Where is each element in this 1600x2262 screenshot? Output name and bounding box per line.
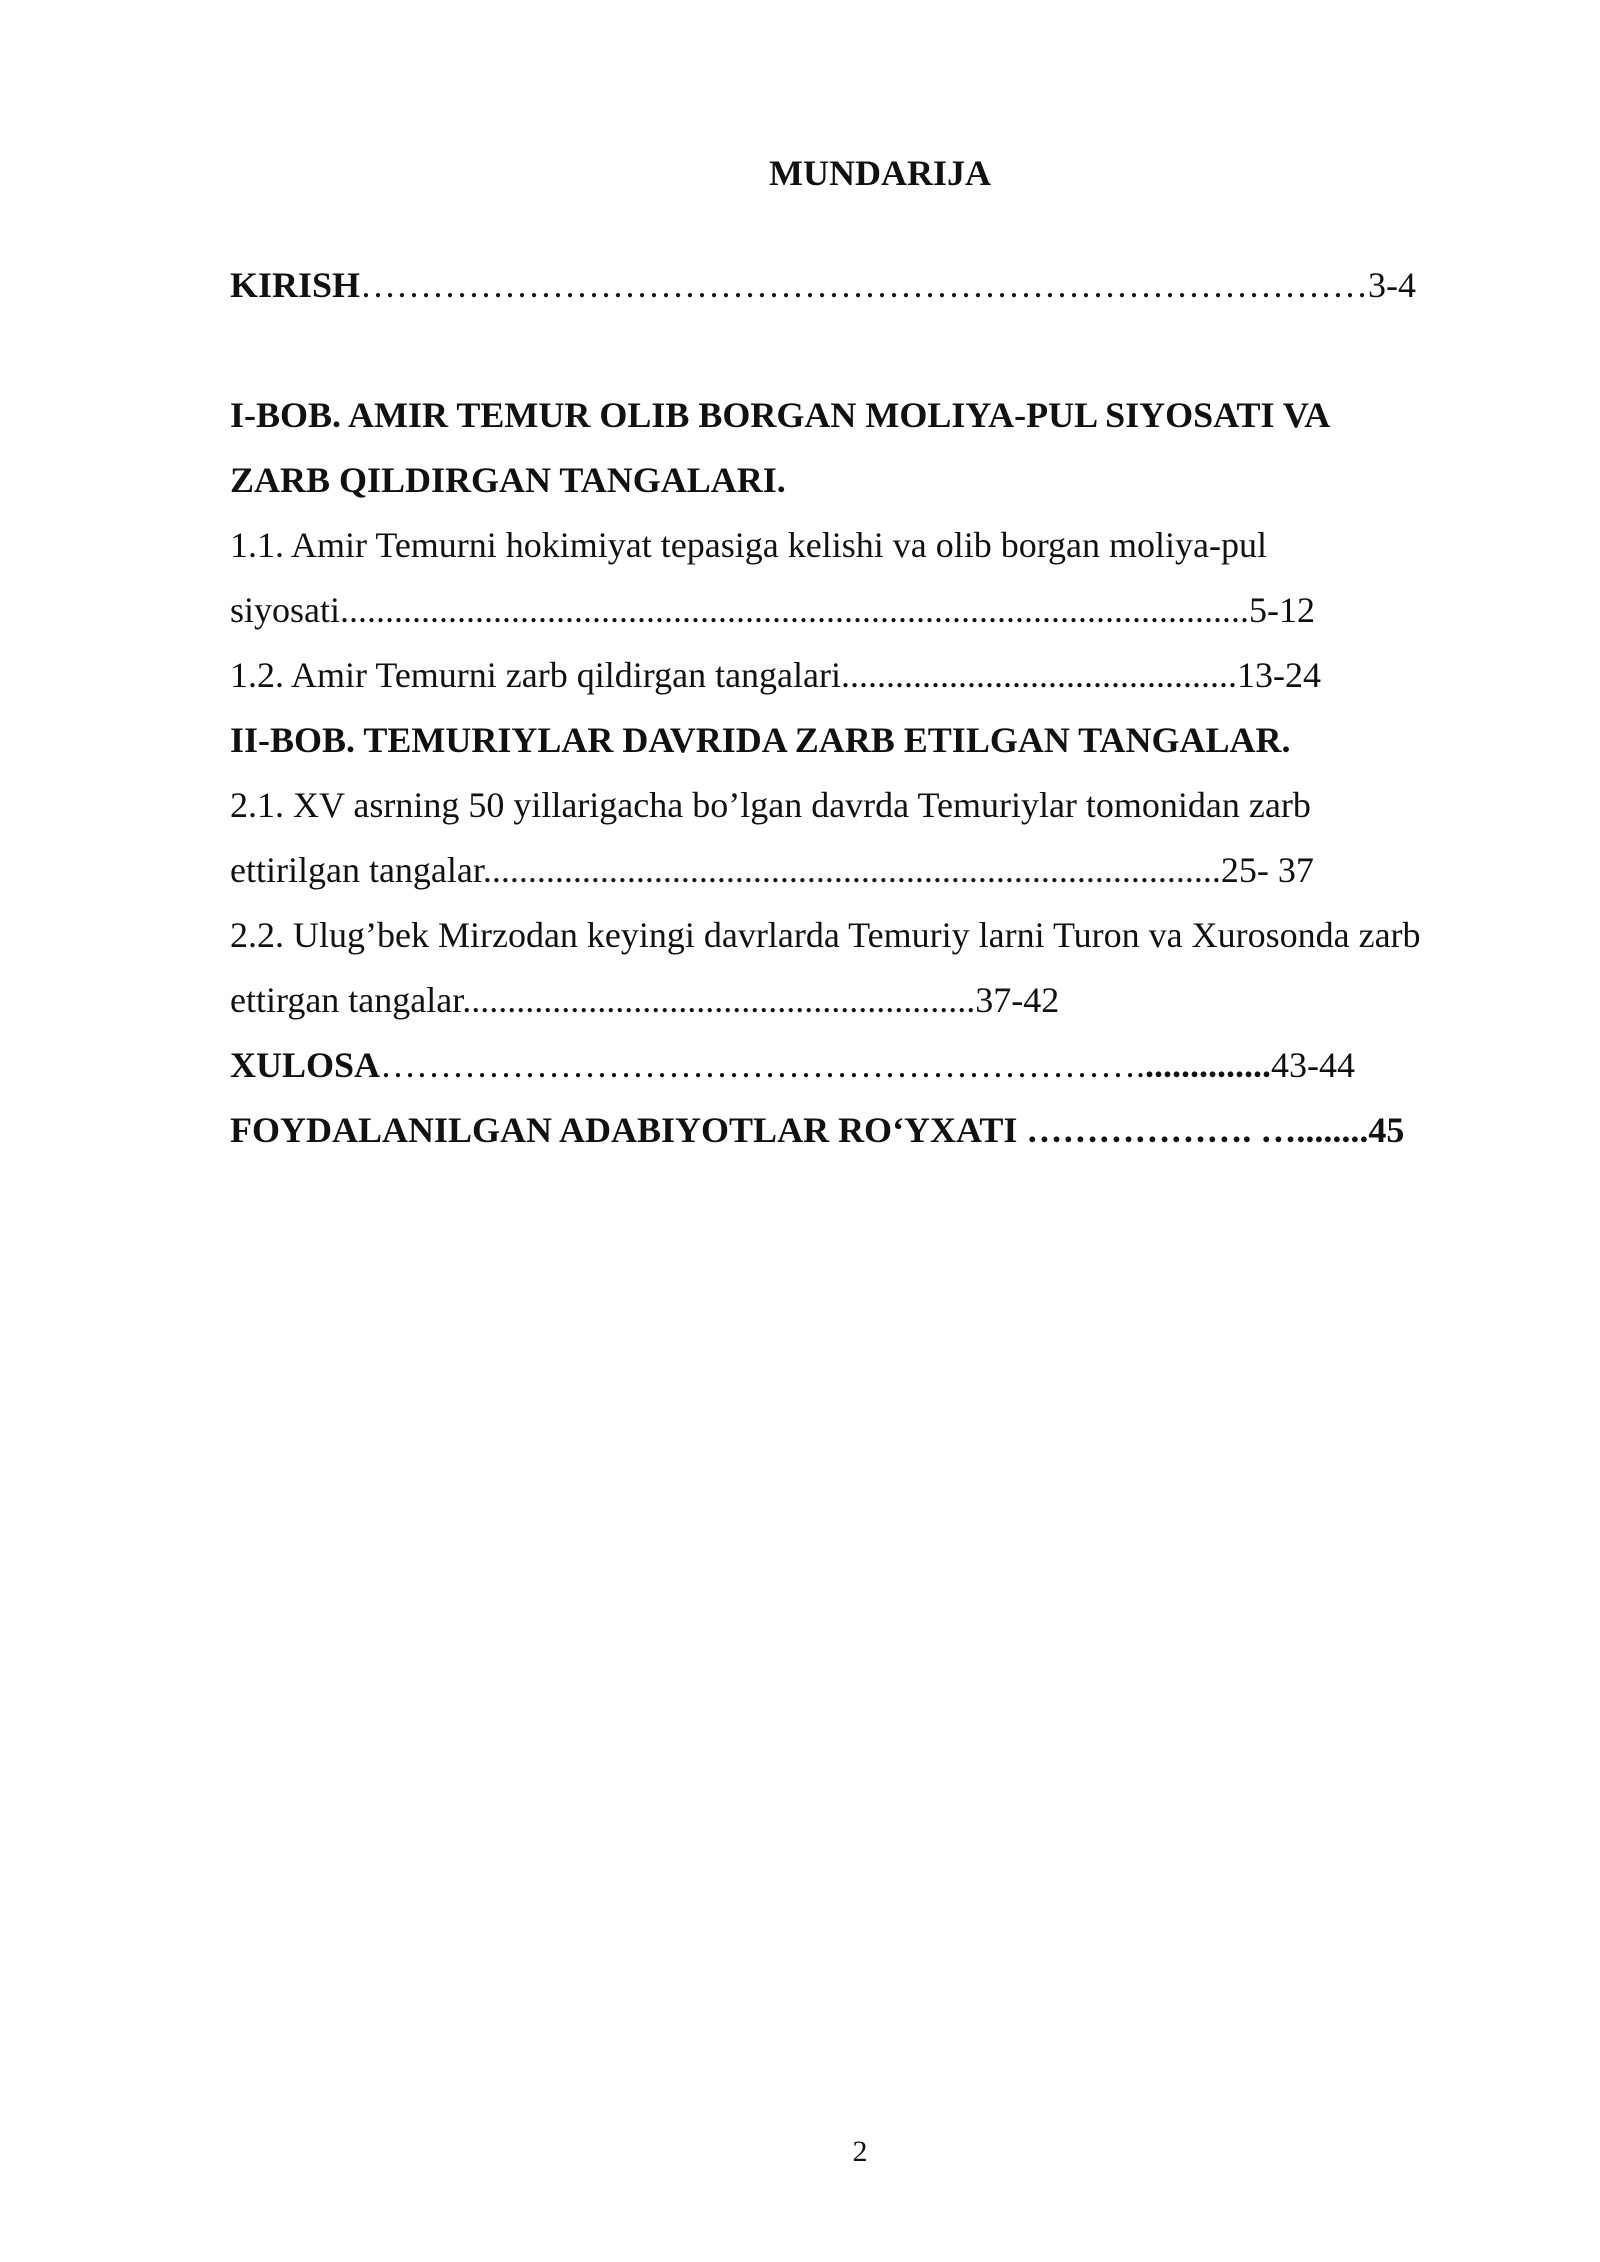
toc-adabiyotlar-dots: ………………. …........	[1026, 1110, 1369, 1150]
toc-xulosa-dots: ……………………………………………………….	[380, 1045, 1146, 1085]
toc-chapter1-line2: ZARB QILDIRGAN TANGALARI.	[230, 460, 786, 500]
toc-chapter1-line1: I-BOB. AMIR TEMUR OLIB BORGAN MOLIYA-PUL SIYOSATI VA	[230, 395, 1331, 435]
toc-section-2-1-line1: 2.1. XV asrning 50 yillarigacha bo’lgan davrda Temuriylar tomonidan zarb	[230, 785, 1311, 825]
toc-section-2-2-line2: ettirgan tangalar.........................................................	[230, 980, 976, 1020]
toc-section-1-2-pages: 13-24	[1237, 655, 1321, 695]
toc-section-2-2-pages: 37-42	[975, 980, 1060, 1020]
toc-entry-section-2-2	[230, 978, 1059, 1022]
toc-kirish-pages: 3-4	[1368, 265, 1417, 305]
toc-adabiyotlar-pages: 45	[1368, 1110, 1405, 1150]
toc-section-2-1-pages: 25- 37	[1220, 850, 1314, 890]
toc-section-1-1-line1: 1.1. Amir Temurni hokimiyat tepasiga kelishi va olib borgan moliya-pul	[230, 525, 1268, 565]
toc-xulosa-dots-bold: ..............	[1145, 1045, 1272, 1085]
toc-section-1-1-line2: siyosati.....................................................................................................	[230, 590, 1250, 630]
toc-entry-section-1-2	[230, 653, 1321, 697]
toc-kirish-label: KIRISH	[230, 265, 361, 305]
toc-entry-section-1-1	[230, 588, 1315, 632]
toc-xulosa-pages: 43-44	[1271, 1045, 1356, 1085]
toc-entry-adabiyotlar	[230, 1108, 1404, 1152]
toc-section-1-1-pages: 5-12	[1249, 590, 1316, 630]
toc-xulosa-label: XULOSA	[230, 1045, 381, 1085]
toc-entry-section-2-1	[230, 848, 1314, 892]
toc-entry-xulosa	[230, 1043, 1355, 1087]
toc-adabiyotlar-label: FOYDALANILGAN ADABIYOTLAR RO‘YXATI	[230, 1110, 1027, 1150]
page-number: 2	[852, 2135, 868, 2168]
toc-chapter2-line1: II-BOB. TEMURIYLAR DAVRIDA ZARB ETILGAN TANGALAR.	[230, 720, 1291, 760]
toc-kirish-dots: …………………………………………………………………………	[360, 265, 1369, 305]
page-title: MUNDARIJA	[769, 153, 991, 193]
toc-section-1-2-text: 1.2. Amir Temurni zarb qildirgan tangalari............................................	[230, 655, 1237, 695]
toc-entry-kirish	[230, 263, 1416, 307]
toc-section-2-2-line1: 2.2. Ulug’bek Mirzodan keyingi davrlarda Temuriy larni Turon va Xurosonda zarb	[230, 915, 1421, 955]
toc-section-2-1-line2: ettirilgan tangalar..................................................................................	[230, 850, 1221, 890]
